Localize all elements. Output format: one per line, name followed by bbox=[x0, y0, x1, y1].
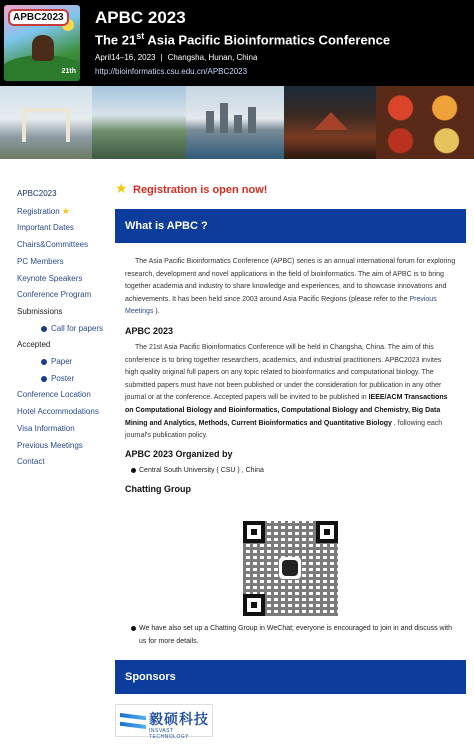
sidebar-item-registration[interactable] bbox=[17, 203, 117, 221]
sidebar-item-label: Registration bbox=[17, 206, 60, 216]
heading-apbc-2023: APBC 2023 bbox=[125, 325, 174, 336]
site-header bbox=[0, 0, 474, 86]
sidebar-item-previous-meetings[interactable]: Previous Meetings bbox=[17, 440, 83, 450]
sidebar-item-label: Poster bbox=[51, 373, 75, 383]
heading-organized-by: APBC 2023 Organized by bbox=[125, 448, 233, 459]
bullet-icon bbox=[41, 326, 47, 332]
journal-list: IEEE/ACM Transactions on Computational Biology and Bioinformatics, Computational Biology and Chemistry, Big Data Mining and Analytics, Methods, Current Bioinformatics and Quantitative Biology bbox=[125, 394, 448, 427]
chat-group-note bbox=[115, 623, 466, 648]
banner-photo-campus-gate bbox=[0, 86, 92, 159]
wechat-icon bbox=[279, 557, 301, 579]
sidebar-item-call-for-papers[interactable] bbox=[17, 321, 117, 338]
bullet-icon bbox=[131, 626, 136, 631]
site-title: APBC 2023 bbox=[95, 8, 186, 27]
wechat-qr-code bbox=[243, 521, 338, 616]
sidebar-item-paper[interactable] bbox=[17, 354, 117, 371]
sidebar-group-submissions: Submissions bbox=[17, 306, 63, 316]
registration-notice-text: Registration is open now! bbox=[133, 184, 268, 196]
sidebar-group-accepted: Accepted bbox=[17, 340, 51, 350]
conference-location: Changsha, Hunan, China bbox=[167, 53, 258, 62]
sidebar-item-label: Paper bbox=[51, 357, 73, 367]
registration-notice bbox=[115, 180, 466, 204]
bullet-icon bbox=[41, 376, 47, 382]
sidebar-item-conference-program[interactable]: Conference Program bbox=[17, 290, 92, 300]
sidebar-nav bbox=[17, 186, 117, 471]
sidebar-item-contact[interactable]: Contact bbox=[17, 457, 45, 467]
sponsor-name-cn: 毅硕科技 bbox=[149, 712, 209, 728]
logo-figure-graphic bbox=[32, 35, 54, 61]
logo-label: APBC2023 bbox=[8, 9, 69, 26]
section-header-sponsors: Sponsors bbox=[115, 660, 466, 694]
chat-note-text: We have also set up a Chatting Group in WeChat; everyone is encouraged to join in and discuss with us for more details. bbox=[139, 625, 452, 645]
conference-meta bbox=[95, 53, 257, 62]
sidebar-item-label: Call for papers bbox=[51, 323, 104, 333]
para-text: , following each journal's publication policy. bbox=[125, 419, 443, 440]
banner-photo-local-food bbox=[376, 86, 474, 159]
organizer-text: Central South University ( CSU ) , China bbox=[139, 466, 264, 474]
star-icon: ★ bbox=[115, 180, 128, 196]
heading-chatting-group: Chatting Group bbox=[125, 483, 191, 494]
banner-photo-pavilion bbox=[284, 86, 376, 159]
conf-name-sup: st bbox=[136, 31, 145, 41]
chat-note-item bbox=[115, 623, 466, 648]
conf-name-rest: Asia Pacific Bioinformatics Conference bbox=[144, 32, 391, 48]
conference-logo[interactable] bbox=[4, 5, 80, 81]
what-is-apbc-text bbox=[115, 256, 466, 319]
sidebar-item-important-dates[interactable]: Important Dates bbox=[17, 223, 74, 233]
sponsor-name-en: INSVAST TECHNOLOGY bbox=[149, 728, 190, 740]
section-header-what-is-apbc: What is APBC ? bbox=[115, 209, 466, 243]
organizer-item bbox=[115, 465, 466, 476]
para-text: The Asia Pacific Bioinformatics Conference (APBC) series is an annual international forum for exploring research, development and novel applications in the field of bioinformatics. The aim of APBC is to bring together academia and industry to share knowledge and experiences, and to showcase innovations and achievements. It has been held since 2003 around Asia Pacific Regions (please refer to the bbox=[125, 258, 456, 303]
para-text: The 21st Asia Pacific Bioinformatics Conference will be held in Changsha, China. The aim of this conference is to bring together researchers, academics, and industrial practitioners. APBC2023 invites high quality original full papers on any topic related to bioinformatics and computational biology. The submitted papers must have not been published or under the consideration for publication in any other journal or at the conference. Accepted papers will be invited to be published in bbox=[125, 343, 442, 402]
sidebar-item-chairs-committees[interactable]: Chairs&Committees bbox=[17, 240, 89, 250]
conference-dates: April14–16, 2023 bbox=[95, 53, 156, 62]
meta-separator: | bbox=[160, 53, 163, 62]
sidebar-item-conference-location[interactable]: Conference Location bbox=[17, 390, 91, 400]
sidebar-item-visa-information[interactable]: Visa Information bbox=[17, 423, 75, 433]
sidebar-item-hotel-accommodations[interactable]: Hotel Accommodations bbox=[17, 407, 99, 417]
bullet-icon bbox=[41, 359, 47, 365]
sponsor-logo-insvast[interactable] bbox=[115, 704, 213, 740]
insvast-logo-icon bbox=[120, 713, 146, 729]
previous-meetings-link[interactable]: Previous Meetings bbox=[125, 295, 437, 316]
sidebar-title[interactable]: APBC2023 bbox=[17, 189, 57, 198]
logo-tail-label: 21th bbox=[61, 68, 76, 75]
star-icon: ★ bbox=[61, 205, 70, 216]
conf-name-prefix: The 21 bbox=[95, 32, 137, 48]
conference-url-link[interactable]: http://bioinformatics.csu.edu.cn/APBC2023 bbox=[95, 67, 248, 76]
apbc-2023-text bbox=[115, 342, 466, 443]
photo-banner bbox=[0, 86, 474, 159]
conference-name bbox=[95, 31, 390, 47]
bullet-icon bbox=[131, 468, 136, 473]
banner-photo-river-view bbox=[92, 86, 186, 159]
main-content bbox=[115, 180, 466, 740]
sidebar-item-poster[interactable] bbox=[17, 371, 117, 388]
sidebar-item-pc-members[interactable]: PC Members bbox=[17, 256, 64, 266]
sidebar-item-keynote-speakers[interactable]: Keynote Speakers bbox=[17, 273, 83, 283]
banner-photo-city-skyline bbox=[186, 86, 284, 159]
para-text: ). bbox=[153, 308, 160, 316]
